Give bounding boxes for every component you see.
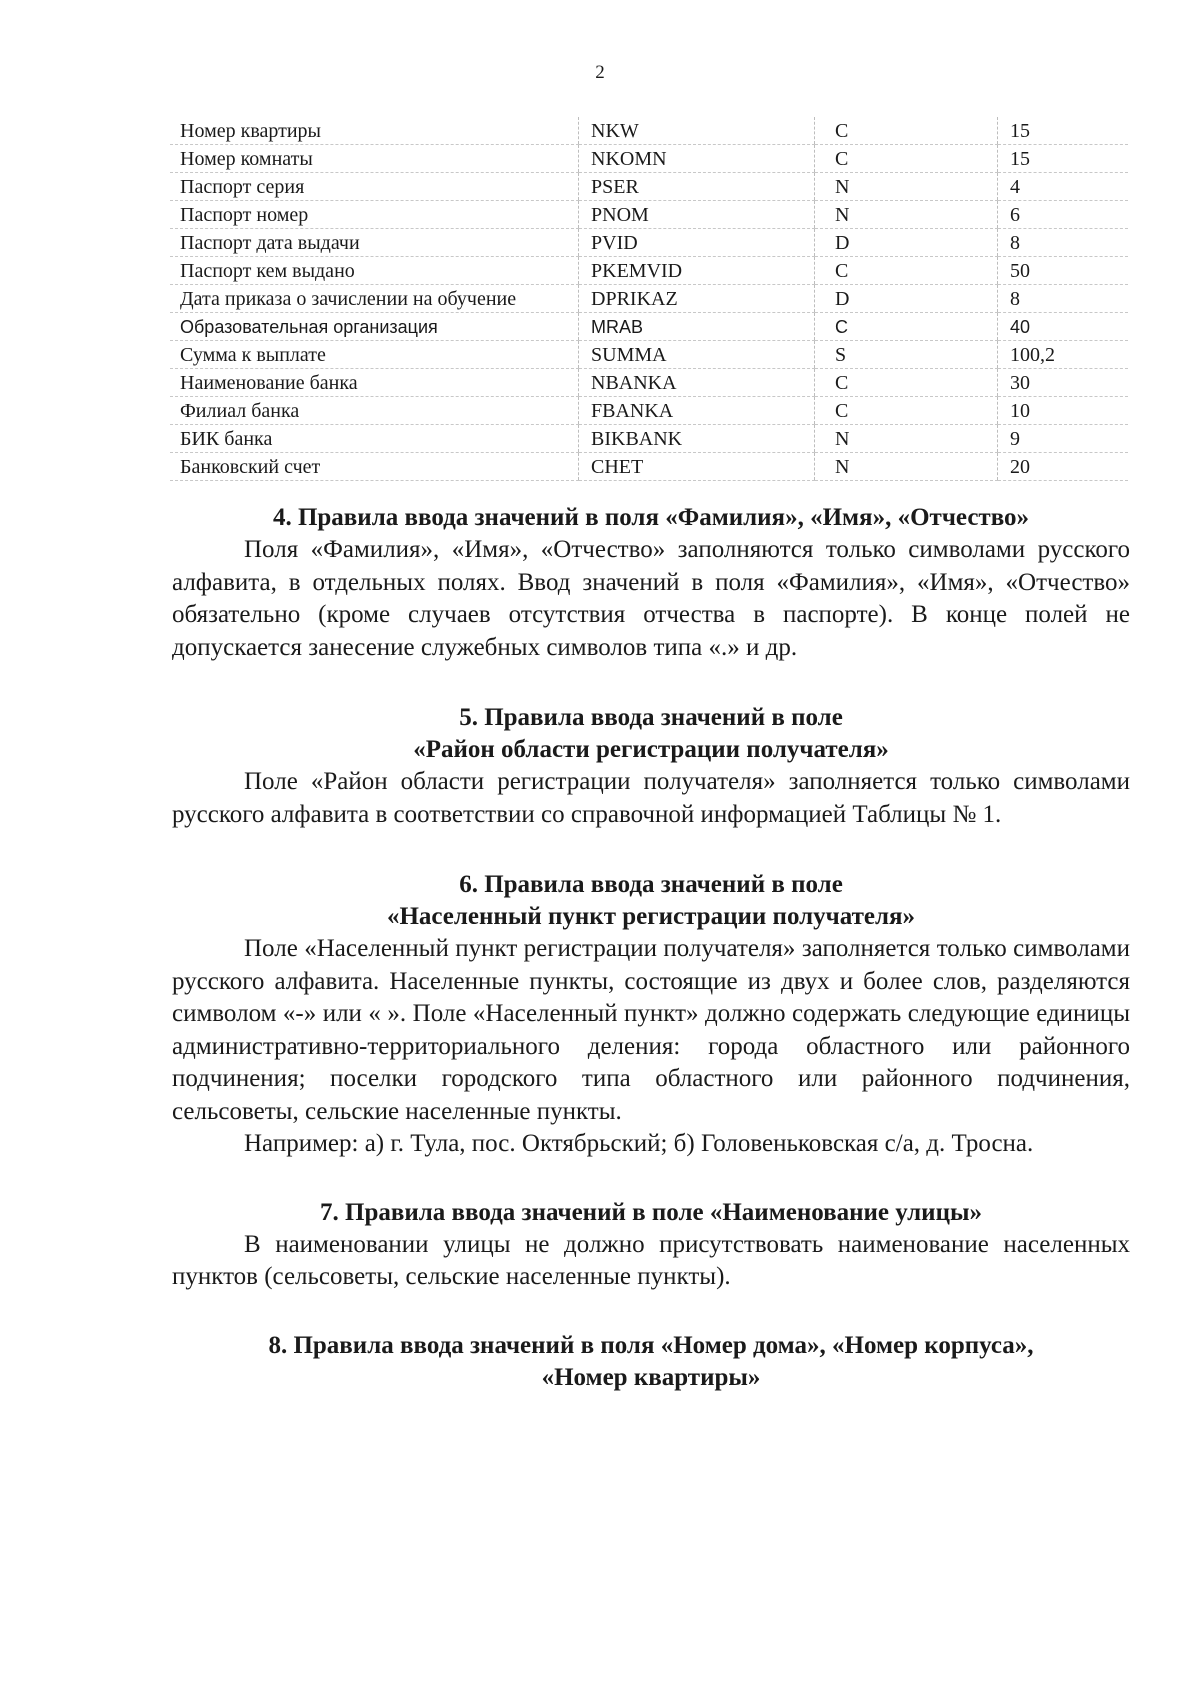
section-6 bbox=[172, 869, 1130, 1161]
field-name-cell: Образовательная организация bbox=[170, 313, 579, 341]
field-code-cell: PVID bbox=[579, 229, 815, 257]
section-8-heading-line2: «Номер квартиры» bbox=[541, 1363, 761, 1391]
section-8-heading-line1: 8. Правила ввода значений в поля «Номер дома», «Номер корпуса», bbox=[268, 1331, 1034, 1359]
section-6-heading-line1: 6. Правила ввода значений в поле bbox=[459, 871, 843, 898]
field-code-cell: NBANKA bbox=[579, 369, 815, 397]
section-6-heading-line2: «Населенный пункт регистрации получателя» bbox=[386, 903, 916, 930]
field-code-cell: CHET bbox=[579, 453, 815, 481]
table-row bbox=[170, 313, 1128, 341]
field-type-cell: D bbox=[815, 229, 998, 257]
field-name-cell: Филиал банка bbox=[170, 397, 579, 425]
field-code-cell: PSER bbox=[579, 173, 815, 201]
field-code-cell: NKOMN bbox=[579, 145, 815, 173]
field-length-cell: 4 bbox=[998, 173, 1129, 201]
table-row bbox=[170, 369, 1128, 397]
field-code-cell: BIKBANK bbox=[579, 425, 815, 453]
section-4-heading: 4. Правила ввода значений в поля «Фамилия», «Имя», «Отчество» bbox=[272, 504, 1030, 531]
section-5-heading-line1: 5. Правила ввода значений в поле bbox=[459, 704, 843, 731]
section-6-paragraph: Поле «Населенный пункт регистрации получателя» заполняется только символами русского алфавита. Населенные пункты, состоящие из двух и более слов, разделяются символом «-» или « ». Поле «Населенный пункт» должно содержать следующие единицы административно-территориального деления: города областного или районного подчинения; поселки городского типа областного или районного подчинения, сельсоветы, сельские населенные пункты. bbox=[172, 935, 1130, 1125]
field-name-cell: Дата приказа о зачислении на обучение bbox=[170, 285, 579, 313]
field-name-cell: Номер квартиры bbox=[170, 117, 579, 145]
spacer bbox=[172, 664, 1130, 702]
fields-table bbox=[170, 117, 1128, 481]
field-name-cell: БИК банка bbox=[170, 425, 579, 453]
field-length-cell: 15 bbox=[998, 145, 1129, 173]
field-type-cell: C bbox=[815, 397, 998, 425]
field-type-cell: N bbox=[815, 201, 998, 229]
field-length-cell: 15 bbox=[998, 117, 1129, 145]
field-code-cell: MRAB bbox=[579, 313, 815, 341]
field-code-cell: NKW bbox=[579, 117, 815, 145]
spacer bbox=[172, 1161, 1130, 1197]
field-name-cell: Наименование банка bbox=[170, 369, 579, 397]
section-6-heading bbox=[172, 869, 1130, 933]
table-row bbox=[170, 425, 1128, 453]
fields-table-body bbox=[170, 117, 1128, 481]
field-length-cell: 8 bbox=[998, 285, 1129, 313]
field-length-cell: 6 bbox=[998, 201, 1129, 229]
section-4-paragraph: Поля «Фамилия», «Имя», «Отчество» заполняются только символами русского алфавита, в отдельных полях. Ввод значений в поля «Фамилия», «Имя», «Отчество» обязательно (кроме случаев отсутствия отчества в паспорте). В конце полей не допускается занесение служебных символов типа «.» и др. bbox=[172, 536, 1130, 661]
table-row bbox=[170, 117, 1128, 145]
field-name-cell: Паспорт номер bbox=[170, 201, 579, 229]
field-code-cell: FBANKA bbox=[579, 397, 815, 425]
field-length-cell: 30 bbox=[998, 369, 1129, 397]
section-5 bbox=[172, 702, 1130, 831]
field-type-cell: S bbox=[815, 341, 998, 369]
section-7 bbox=[172, 1197, 1130, 1294]
field-length-cell: 8 bbox=[998, 229, 1129, 257]
section-4 bbox=[172, 502, 1130, 664]
field-code-cell: PNOM bbox=[579, 201, 815, 229]
table-row bbox=[170, 257, 1128, 285]
field-name-cell: Сумма к выплате bbox=[170, 341, 579, 369]
section-5-heading bbox=[172, 702, 1130, 766]
document-body bbox=[172, 502, 1130, 1394]
field-name-cell: Паспорт серия bbox=[170, 173, 579, 201]
section-6-example: Например: а) г. Тула, пос. Октябрьский; б) Головеньковская с/а, д. Тросна. bbox=[244, 1130, 1034, 1157]
field-code-cell: SUMMA bbox=[579, 341, 815, 369]
table-row bbox=[170, 173, 1128, 201]
table-row bbox=[170, 229, 1128, 257]
field-code-cell: DPRIKAZ bbox=[579, 285, 815, 313]
section-5-heading-line2: «Район области регистрации получателя» bbox=[413, 736, 889, 763]
field-length-cell: 20 bbox=[998, 453, 1129, 481]
field-type-cell: C bbox=[815, 313, 998, 341]
spacer bbox=[172, 1294, 1130, 1330]
field-type-cell: N bbox=[815, 173, 998, 201]
field-length-cell: 50 bbox=[998, 257, 1129, 285]
field-type-cell: D bbox=[815, 285, 998, 313]
table-row bbox=[170, 341, 1128, 369]
field-length-cell: 10 bbox=[998, 397, 1129, 425]
table-row bbox=[170, 145, 1128, 173]
table-row bbox=[170, 453, 1128, 481]
field-type-cell: C bbox=[815, 257, 998, 285]
field-length-cell: 100,2 bbox=[998, 341, 1129, 369]
table-row bbox=[170, 285, 1128, 313]
field-type-cell: N bbox=[815, 453, 998, 481]
spacer bbox=[172, 831, 1130, 869]
field-type-cell: C bbox=[815, 369, 998, 397]
field-type-cell: C bbox=[815, 117, 998, 145]
field-name-cell: Паспорт кем выдано bbox=[170, 257, 579, 285]
page-number: 2 bbox=[595, 62, 605, 83]
field-type-cell: C bbox=[815, 145, 998, 173]
section-7-paragraph: В наименовании улицы не должно присутствовать наименование населенных пунктов (сельсоветы, сельские населенные пункты). bbox=[172, 1230, 1130, 1290]
section-7-heading: 7. Правила ввода значений в поле «Наименование улицы» bbox=[320, 1198, 982, 1226]
section-8 bbox=[172, 1330, 1130, 1394]
field-code-cell: PKEMVID bbox=[579, 257, 815, 285]
table-row bbox=[170, 201, 1128, 229]
section-5-paragraph: Поле «Район области регистрации получателя» заполняется только символами русского алфавита в соответствии со справочной информацией Таблицы № 1. bbox=[172, 768, 1130, 828]
field-type-cell: N bbox=[815, 425, 998, 453]
field-name-cell: Номер комнаты bbox=[170, 145, 579, 173]
field-length-cell: 9 bbox=[998, 425, 1129, 453]
field-length-cell: 40 bbox=[998, 313, 1129, 341]
field-name-cell: Паспорт дата выдачи bbox=[170, 229, 579, 257]
section-8-heading bbox=[172, 1330, 1130, 1394]
field-name-cell: Банковский счет bbox=[170, 453, 579, 481]
table-row bbox=[170, 397, 1128, 425]
